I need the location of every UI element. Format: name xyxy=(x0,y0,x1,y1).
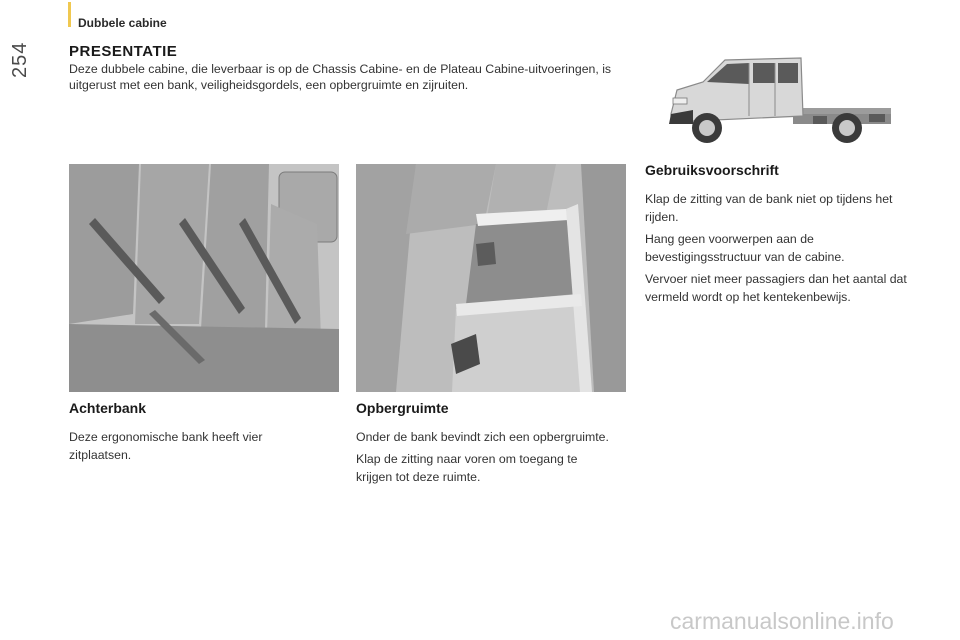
achterbank-paragraph: Deze ergonomische bank heeft vier zitplaatsen. xyxy=(69,430,263,462)
opbergruimte-paragraph-2: Klap de zitting naar voren om toegang te krijgen tot deze ruimte. xyxy=(356,452,578,484)
achterbank-text xyxy=(69,428,309,468)
opbergruimte-heading: Opbergruimte xyxy=(356,400,449,416)
section-label: Dubbele cabine xyxy=(78,16,167,30)
gebruiksvoorschrift-paragraph-2: Hang geen voorwerpen aan de bevestigingsstructuur van de cabine. xyxy=(645,232,845,264)
gebruiksvoorschrift-heading: Gebruiksvoorschrift xyxy=(645,162,779,178)
intro-text: Deze dubbele cabine, die leverbaar is op de Chassis Cabine- en de Plateau Cabine-uitvoeringen, is uitgerust met een bank, veiligheidsgordels, een opbergruimte en zijruiten. xyxy=(69,62,612,92)
section-accent-bar xyxy=(68,2,71,27)
page-title: PRESENTATIE xyxy=(69,43,178,60)
gebruiksvoorschrift-paragraph-1: Klap de zitting van de bank niet op tijdens het rijden. xyxy=(645,192,893,224)
double-cab-truck-illustration xyxy=(663,52,895,152)
storage-compartment-photo xyxy=(356,164,626,392)
watermark: carmanualsonline.info xyxy=(670,608,894,634)
opbergruimte-text xyxy=(356,428,616,490)
gebruiksvoorschrift-text xyxy=(645,190,920,310)
gebruiksvoorschrift-paragraph-3: Vervoer niet meer passagiers dan het aantal dat vermeld wordt op het kentekenbewijs. xyxy=(645,272,907,304)
page-number: 254 xyxy=(9,41,31,78)
opbergruimte-paragraph-1: Onder de bank bevindt zich een opbergruimte. xyxy=(356,430,609,444)
achterbank-heading: Achterbank xyxy=(69,400,147,416)
rear-bench-photo xyxy=(69,164,339,392)
